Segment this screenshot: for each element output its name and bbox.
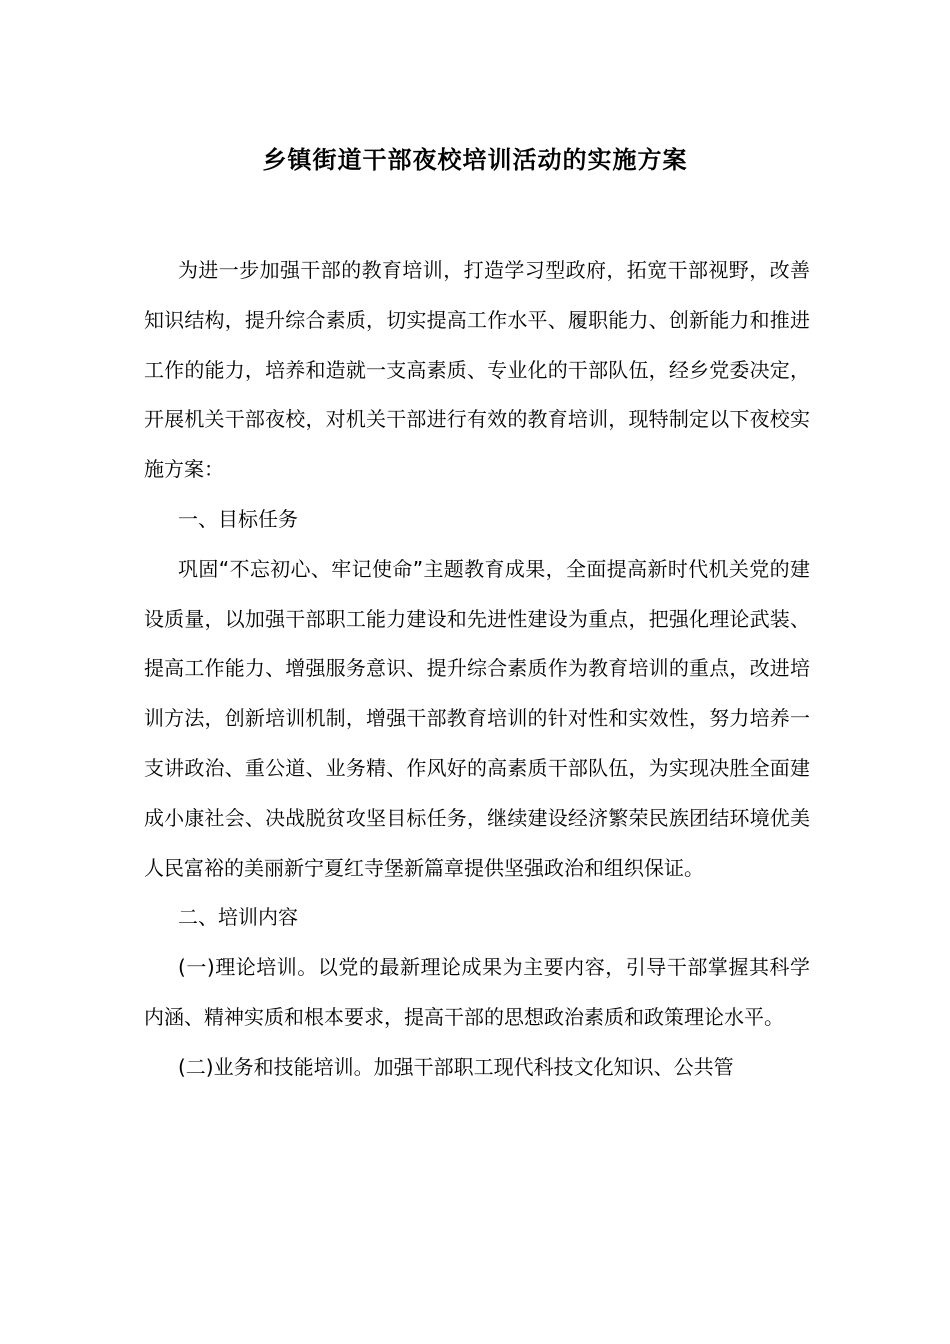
document-title: 乡镇街道干部夜校培训活动的实施方案 [262,145,688,174]
section-heading-goals: 一、目标任务 [178,506,298,531]
theory-training-paragraph: (一)理论培训。以党的最新理论成果为主要内容，引导干部掌握其科学内涵、精神实质和根本要求，提高干部的思想政治素质和政策理论水平。 [144,955,810,1029]
document-body [144,246,810,1093]
skills-training-paragraph: (二)业务和技能培训。加强干部职工现代科技文化知识、公共管 [178,1054,734,1079]
section-heading-content: 二、培训内容 [178,905,298,930]
goals-paragraph: 巩固“不忘初心、牢记使命”主题教育成果，全面提高新时代机关党的建设质量，以加强干部职工能力建设和先进性建设为重点，把强化理论武装、提高工作能力、增强服务意识、提升综合素质作为教育培训的重点，改进培训方法，创新培训机制，增强干部教育培训的针对性和实效性，努力培养一支讲政治、重公道、业务精、作风好的高素质干部队伍，为实现决胜全面建成小康社会、决战脱贫攻坚目标任务，继续建设经济繁荣民族团结环境优美人民富裕的美丽新宁夏红寺堡新篇章提供坚强政治和组织保证。 [144,556,810,880]
intro-paragraph: 为进一步加强干部的教育培训，打造学习型政府，拓宽干部视野，改善知识结构，提升综合素质，切实提高工作水平、履职能力、创新能力和推进工作的能力，培养和造就一支高素质、专业化的干部队伍，经乡党委决定，开展机关干部夜校，对机关干部进行有效的教育培训，现特制定以下夜校实施方案： [144,258,810,482]
